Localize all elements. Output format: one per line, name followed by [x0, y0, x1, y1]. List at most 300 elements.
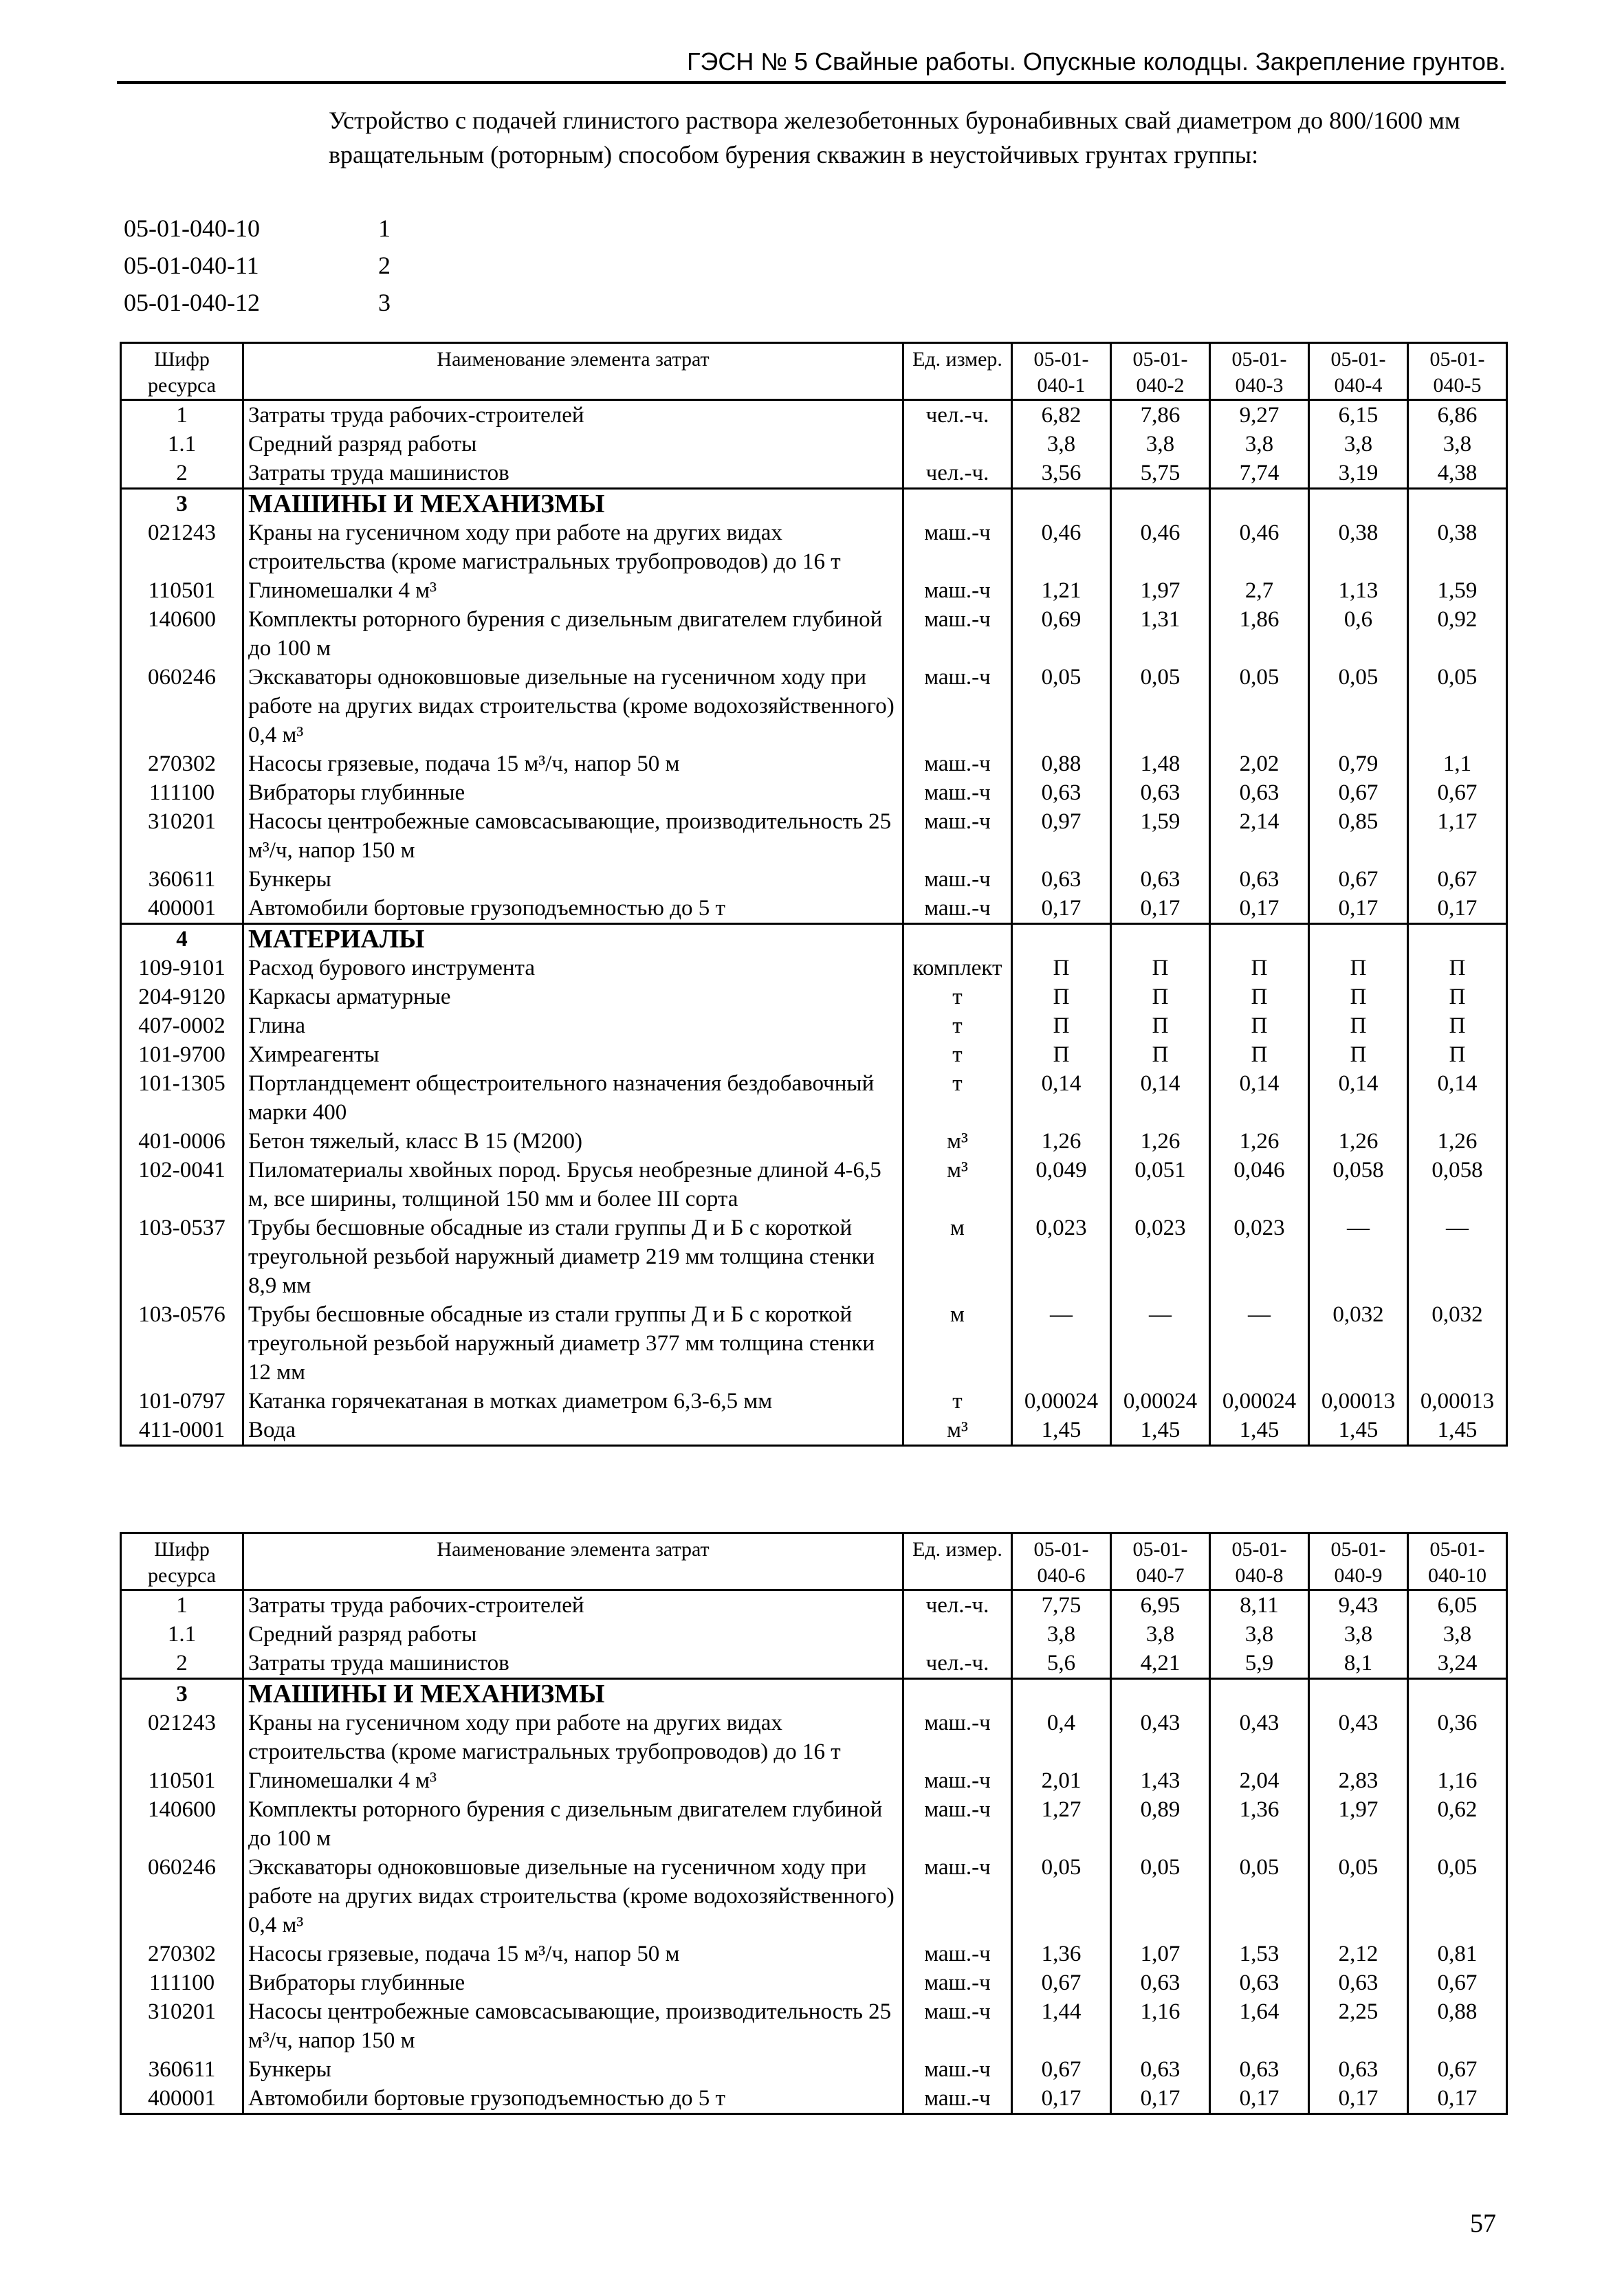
value-cell: 0,05: [1408, 1853, 1507, 1940]
value-cell: 0,63: [1111, 2055, 1210, 2084]
resource-name: Комплекты роторного бурения с дизельным двигателем глубиной до 100 м: [243, 605, 903, 663]
value-cell: 0,17: [1111, 2084, 1210, 2114]
group: 1: [378, 215, 391, 242]
resource-table-1: [120, 342, 1508, 1447]
resource-name: Экскаваторы одноковшовые дизельные на гусеничном ходу при работе на других видах строительства (кроме водохозяйственного) 0,4 м³: [243, 1853, 903, 1940]
value-cell: 0,05: [1309, 663, 1408, 749]
value-cell: 1,43: [1111, 1766, 1210, 1795]
value-cell: 2,25: [1309, 1997, 1408, 2055]
table-row: [121, 1940, 1507, 1968]
col-header-name: Наименование элемента затрат: [243, 343, 903, 400]
code: 05-01-040-10: [124, 215, 260, 242]
unit-cell: маш.-ч: [903, 1766, 1012, 1795]
resource-name: Комплекты роторного бурения с дизельным двигателем глубиной до 100 м: [243, 1795, 903, 1853]
value-cell: 0,63: [1111, 865, 1210, 894]
table-row: [121, 1620, 1507, 1649]
resource-code: 4: [121, 924, 243, 954]
value-cell: 7,75: [1012, 1590, 1111, 1621]
code-list-item: [124, 284, 391, 321]
resource-name: Вода: [243, 1416, 903, 1446]
value-cell: 8,11: [1210, 1590, 1309, 1621]
value-cell: 1,59: [1408, 576, 1507, 605]
unit-cell: т: [903, 1011, 1012, 1040]
unit-cell: т: [903, 1387, 1012, 1416]
value-cell: 0,63: [1309, 1968, 1408, 1997]
unit-cell: маш.-ч: [903, 1968, 1012, 1997]
resource-code: 101-0797: [121, 1387, 243, 1416]
unit-cell: [903, 489, 1012, 519]
resource-name: Расход бурового инструмента: [243, 954, 903, 982]
value-cell: 0,17: [1012, 2084, 1111, 2114]
col-header-norm: 05-01-040-3: [1210, 343, 1309, 400]
table-row: [121, 1766, 1507, 1795]
value-cell: 1,16: [1111, 1997, 1210, 2055]
table-row: [121, 778, 1507, 807]
value-cell: 0,38: [1309, 518, 1408, 576]
resource-code: 102-0041: [121, 1156, 243, 1214]
resource-name: Пиломатериалы хвойных пород. Брусья необрезные длиной 4-6,5 м, все ширины, толщиной 150 мм и более III сорта: [243, 1156, 903, 1214]
resource-code: 3: [121, 1679, 243, 1709]
section-row: [121, 924, 1507, 954]
code: 05-01-040-12: [124, 289, 260, 316]
table-row: [121, 400, 1507, 430]
value-cell: 0,17: [1210, 894, 1309, 924]
value-cell: П: [1210, 982, 1309, 1011]
value-cell: 0,46: [1012, 518, 1111, 576]
col-header-norm: 05-01-040-5: [1408, 343, 1507, 400]
table-row: [121, 576, 1507, 605]
value-cell: 3,8: [1309, 430, 1408, 459]
section-row: [121, 1679, 1507, 1709]
unit-cell: чел.-ч.: [903, 1590, 1012, 1621]
value-cell: 1,45: [1111, 1416, 1210, 1446]
value-cell: 2,01: [1012, 1766, 1111, 1795]
value-cell: 1,48: [1111, 749, 1210, 778]
table-row: [121, 1590, 1507, 1621]
value-cell: 0,63: [1210, 778, 1309, 807]
value-cell: 0,88: [1408, 1997, 1507, 2055]
resource-code: 1: [121, 400, 243, 430]
value-cell: 7,74: [1210, 459, 1309, 489]
value-cell: 5,9: [1210, 1649, 1309, 1679]
value-cell: 1,26: [1012, 1127, 1111, 1156]
resource-code: 3: [121, 489, 243, 519]
value-cell: П: [1012, 1040, 1111, 1069]
col-header-code: Шифр ресурса: [121, 343, 243, 400]
resource-code: 140600: [121, 1795, 243, 1853]
value-cell: П: [1210, 1011, 1309, 1040]
col-header-norm: 05-01-040-2: [1111, 343, 1210, 400]
resource-code: 060246: [121, 663, 243, 749]
unit-cell: маш.-ч: [903, 576, 1012, 605]
resource-name: Средний разряд работы: [243, 1620, 903, 1649]
resource-name: Вибраторы глубинные: [243, 778, 903, 807]
value-cell: 0,14: [1012, 1069, 1111, 1127]
value-cell: П: [1408, 1011, 1507, 1040]
resource-code: 103-0537: [121, 1214, 243, 1300]
value-cell: 0,67: [1408, 2055, 1507, 2084]
resource-name: Затраты труда рабочих-строителей: [243, 400, 903, 430]
value-cell: 0,00024: [1111, 1387, 1210, 1416]
page-number: 57: [1470, 2209, 1496, 2238]
resource-code: 1.1: [121, 430, 243, 459]
value-cell: 2,83: [1309, 1766, 1408, 1795]
resource-code: 411-0001: [121, 1416, 243, 1446]
resource-name: Автомобили бортовые грузоподъемностью до 5 т: [243, 894, 903, 924]
value-cell: 0,046: [1210, 1156, 1309, 1214]
unit-cell: маш.-ч: [903, 1940, 1012, 1968]
col-header-code: Шифр ресурса: [121, 1533, 243, 1590]
value-cell: 0,14: [1309, 1069, 1408, 1127]
resource-code: 401-0006: [121, 1127, 243, 1156]
value-cell: 0,67: [1309, 865, 1408, 894]
table-row: [121, 954, 1507, 982]
value-cell: [1309, 1679, 1408, 1709]
value-cell: 4,21: [1111, 1649, 1210, 1679]
unit-cell: м: [903, 1214, 1012, 1300]
col-header-norm: 05-01-040-6: [1012, 1533, 1111, 1590]
value-cell: 0,023: [1210, 1214, 1309, 1300]
value-cell: 1,44: [1012, 1997, 1111, 2055]
intro-text: Устройство с подачей глинистого раствора железобетонных буронабивных свай диаметром до 800/1600 мм вращательным (роторным) способом бурения скважин в неустойчивых грунтах группы:: [329, 107, 1460, 168]
resource-name: Катанка горячекатаная в мотках диаметром 6,3-6,5 мм: [243, 1387, 903, 1416]
table-row: [121, 1416, 1507, 1446]
value-cell: 0,00024: [1210, 1387, 1309, 1416]
value-cell: 0,38: [1408, 518, 1507, 576]
value-cell: 0,81: [1408, 1940, 1507, 1968]
value-cell: 2,12: [1309, 1940, 1408, 1968]
resource-name: Глиномешалки 4 м³: [243, 576, 903, 605]
value-cell: 3,8: [1210, 1620, 1309, 1649]
resource-name: Глиномешалки 4 м³: [243, 1766, 903, 1795]
value-cell: 0,17: [1012, 894, 1111, 924]
value-cell: [1408, 924, 1507, 954]
value-cell: [1408, 489, 1507, 519]
value-cell: П: [1309, 1011, 1408, 1040]
resource-code: 400001: [121, 894, 243, 924]
resource-name: МАТЕРИАЛЫ: [243, 924, 903, 954]
value-cell: 1,26: [1309, 1127, 1408, 1156]
resource-name: Краны на гусеничном ходу при работе на других видах строительства (кроме магистральных трубопроводов) до 16 т: [243, 1709, 903, 1766]
value-cell: 0,43: [1210, 1709, 1309, 1766]
table-row: [121, 807, 1507, 865]
value-cell: 0,67: [1012, 1968, 1111, 1997]
value-cell: 0,67: [1309, 778, 1408, 807]
resource-code: 021243: [121, 1709, 243, 1766]
resource-name: Бункеры: [243, 2055, 903, 2084]
value-cell: 0,00013: [1408, 1387, 1507, 1416]
value-cell: 0,63: [1210, 1968, 1309, 1997]
value-cell: 7,86: [1111, 400, 1210, 430]
col-header-norm: 05-01-040-10: [1408, 1533, 1507, 1590]
value-cell: [1309, 489, 1408, 519]
value-cell: 1,59: [1111, 807, 1210, 865]
value-cell: 0,79: [1309, 749, 1408, 778]
unit-cell: т: [903, 1040, 1012, 1069]
value-cell: 9,27: [1210, 400, 1309, 430]
table-row: [121, 1387, 1507, 1416]
value-cell: 0,4: [1012, 1709, 1111, 1766]
resource-name: Каркасы арматурные: [243, 982, 903, 1011]
table-row: [121, 1040, 1507, 1069]
value-cell: 1,21: [1012, 576, 1111, 605]
resource-name: МАШИНЫ И МЕХАНИЗМЫ: [243, 489, 903, 519]
col-header-unit: Ед. измер.: [903, 343, 1012, 400]
resource-code: 140600: [121, 605, 243, 663]
value-cell: 6,95: [1111, 1590, 1210, 1621]
value-cell: П: [1111, 982, 1210, 1011]
unit-cell: маш.-ч: [903, 518, 1012, 576]
table-row: [121, 1069, 1507, 1127]
value-cell: 6,05: [1408, 1590, 1507, 1621]
unit-cell: м³: [903, 1156, 1012, 1214]
value-cell: П: [1210, 954, 1309, 982]
value-cell: 3,8: [1210, 430, 1309, 459]
value-cell: 1,53: [1210, 1940, 1309, 1968]
table-row: [121, 1300, 1507, 1387]
resource-name: Насосы грязевые, подача 15 м³/ч, напор 50 м: [243, 1940, 903, 1968]
col-header-norm: 05-01-040-8: [1210, 1533, 1309, 1590]
value-cell: 1,26: [1210, 1127, 1309, 1156]
value-cell: 0,46: [1210, 518, 1309, 576]
resource-code: 407-0002: [121, 1011, 243, 1040]
table-row: [121, 2055, 1507, 2084]
value-cell: 0,023: [1012, 1214, 1111, 1300]
resource-code: 101-9700: [121, 1040, 243, 1069]
resource-code: 270302: [121, 1940, 243, 1968]
resource-name: Насосы центробежные самовсасывающие, производительность 25 м³/ч, напор 150 м: [243, 1997, 903, 2055]
value-cell: 3,8: [1408, 1620, 1507, 1649]
resource-code: 270302: [121, 749, 243, 778]
value-cell: 2,04: [1210, 1766, 1309, 1795]
value-cell: 0,058: [1408, 1156, 1507, 1214]
table-row: [121, 605, 1507, 663]
table-row: [121, 865, 1507, 894]
value-cell: 0,14: [1210, 1069, 1309, 1127]
value-cell: 0,46: [1111, 518, 1210, 576]
value-cell: 0,69: [1012, 605, 1111, 663]
table-row: [121, 430, 1507, 459]
resource-table-2: [120, 1532, 1508, 2115]
col-header-name: Наименование элемента затрат: [243, 1533, 903, 1590]
resource-code: 204-9120: [121, 982, 243, 1011]
value-cell: 5,75: [1111, 459, 1210, 489]
value-cell: [1111, 489, 1210, 519]
resource-name: Средний разряд работы: [243, 430, 903, 459]
value-cell: 3,56: [1012, 459, 1111, 489]
value-cell: 0,05: [1012, 663, 1111, 749]
value-cell: 1,26: [1408, 1127, 1507, 1156]
value-cell: 0,05: [1309, 1853, 1408, 1940]
value-cell: 3,8: [1012, 430, 1111, 459]
value-cell: 0,00024: [1012, 1387, 1111, 1416]
unit-cell: маш.-ч: [903, 1709, 1012, 1766]
unit-cell: [903, 1679, 1012, 1709]
value-cell: 1,45: [1309, 1416, 1408, 1446]
table-row: [121, 1795, 1507, 1853]
value-cell: 1,31: [1111, 605, 1210, 663]
value-cell: 0,17: [1408, 894, 1507, 924]
resource-name: Вибраторы глубинные: [243, 1968, 903, 1997]
value-cell: [1012, 489, 1111, 519]
unit-cell: комплект: [903, 954, 1012, 982]
resource-name: Насосы грязевые, подача 15 м³/ч, напор 50 м: [243, 749, 903, 778]
resource-name: Экскаваторы одноковшовые дизельные на гусеничном ходу при работе на других видах строительства (кроме водохозяйственного) 0,4 м³: [243, 663, 903, 749]
value-cell: 0,67: [1408, 865, 1507, 894]
table-row: [121, 1997, 1507, 2055]
value-cell: 0,43: [1111, 1709, 1210, 1766]
unit-cell: маш.-ч: [903, 807, 1012, 865]
resource-code: 021243: [121, 518, 243, 576]
value-cell: 0,63: [1210, 865, 1309, 894]
value-cell: [1012, 924, 1111, 954]
table-row: [121, 982, 1507, 1011]
value-cell: 0,05: [1111, 663, 1210, 749]
value-cell: 1,45: [1012, 1416, 1111, 1446]
value-cell: 0,05: [1111, 1853, 1210, 1940]
resource-name: Глина: [243, 1011, 903, 1040]
running-header: ГЭСН № 5 Свайные работы. Опускные колодцы. Закрепление грунтов.: [117, 48, 1506, 84]
unit-cell: м³: [903, 1416, 1012, 1446]
resource-code: 360611: [121, 2055, 243, 2084]
value-cell: 4,38: [1408, 459, 1507, 489]
resource-name: Насосы центробежные самовсасывающие, производительность 25 м³/ч, напор 150 м: [243, 807, 903, 865]
value-cell: 6,86: [1408, 400, 1507, 430]
table-row: [121, 1709, 1507, 1766]
value-cell: 0,032: [1309, 1300, 1408, 1387]
table-row: [121, 459, 1507, 489]
resource-name: МАШИНЫ И МЕХАНИЗМЫ: [243, 1679, 903, 1709]
value-cell: 3,8: [1309, 1620, 1408, 1649]
resource-code: 103-0576: [121, 1300, 243, 1387]
unit-cell: [903, 1620, 1012, 1649]
value-cell: П: [1012, 954, 1111, 982]
value-cell: [1210, 1679, 1309, 1709]
resource-code: 2: [121, 1649, 243, 1679]
value-cell: 9,43: [1309, 1590, 1408, 1621]
code: 05-01-040-11: [124, 252, 259, 279]
value-cell: 1,36: [1012, 1940, 1111, 1968]
value-cell: П: [1309, 982, 1408, 1011]
value-cell: 0,058: [1309, 1156, 1408, 1214]
value-cell: 0,36: [1408, 1709, 1507, 1766]
value-cell: 1,27: [1012, 1795, 1111, 1853]
col-header-unit: Ед. измер.: [903, 1533, 1012, 1590]
value-cell: 0,85: [1309, 807, 1408, 865]
value-cell: 0,67: [1012, 2055, 1111, 2084]
table-header-row: [121, 1533, 1507, 1590]
unit-cell: т: [903, 982, 1012, 1011]
resource-code: 2: [121, 459, 243, 489]
table-row: [121, 749, 1507, 778]
value-cell: 0,63: [1210, 2055, 1309, 2084]
value-cell: 0,051: [1111, 1156, 1210, 1214]
value-cell: 2,14: [1210, 807, 1309, 865]
resource-code: 1: [121, 1590, 243, 1621]
value-cell: П: [1111, 1011, 1210, 1040]
unit-cell: м: [903, 1300, 1012, 1387]
resource-code: 060246: [121, 1853, 243, 1940]
resource-name: Затраты труда машинистов: [243, 459, 903, 489]
value-cell: 6,82: [1012, 400, 1111, 430]
resource-name: Портландцемент общестроительного назначения бездобавочный марки 400: [243, 1069, 903, 1127]
value-cell: 2,7: [1210, 576, 1309, 605]
value-cell: П: [1309, 954, 1408, 982]
unit-cell: маш.-ч: [903, 1997, 1012, 2055]
value-cell: 5,6: [1012, 1649, 1111, 1679]
value-cell: 0,049: [1012, 1156, 1111, 1214]
value-cell: 1,97: [1309, 1795, 1408, 1853]
value-cell: —: [1210, 1300, 1309, 1387]
unit-cell: т: [903, 1069, 1012, 1127]
value-cell: П: [1408, 1040, 1507, 1069]
value-cell: 3,8: [1408, 430, 1507, 459]
value-cell: 1,97: [1111, 576, 1210, 605]
value-cell: 1,45: [1408, 1416, 1507, 1446]
group: 2: [378, 252, 391, 279]
value-cell: 0,63: [1111, 778, 1210, 807]
value-cell: 1,07: [1111, 1940, 1210, 1968]
code-list: [124, 210, 391, 321]
unit-cell: м³: [903, 1127, 1012, 1156]
col-header-norm: 05-01-040-4: [1309, 343, 1408, 400]
resource-name: Химреагенты: [243, 1040, 903, 1069]
resource-code: 310201: [121, 1997, 243, 2055]
value-cell: [1111, 1679, 1210, 1709]
resource-name: Бункеры: [243, 865, 903, 894]
resource-name: Затраты труда рабочих-строителей: [243, 1590, 903, 1621]
value-cell: 1,13: [1309, 576, 1408, 605]
unit-cell: маш.-ч: [903, 778, 1012, 807]
resource-code: 310201: [121, 807, 243, 865]
resource-code: 111100: [121, 1968, 243, 1997]
value-cell: 0,63: [1111, 1968, 1210, 1997]
value-cell: 1,16: [1408, 1766, 1507, 1795]
resource-name: Бетон тяжелый, класс В 15 (М200): [243, 1127, 903, 1156]
value-cell: 1,36: [1210, 1795, 1309, 1853]
resource-code: 111100: [121, 778, 243, 807]
value-cell: 0,63: [1309, 2055, 1408, 2084]
value-cell: [1111, 924, 1210, 954]
resource-code: 110501: [121, 1766, 243, 1795]
value-cell: 1,86: [1210, 605, 1309, 663]
value-cell: —: [1111, 1300, 1210, 1387]
value-cell: 3,8: [1111, 1620, 1210, 1649]
unit-cell: маш.-ч: [903, 1795, 1012, 1853]
value-cell: 0,67: [1408, 1968, 1507, 1997]
value-cell: 0,67: [1408, 778, 1507, 807]
table-row: [121, 2084, 1507, 2114]
col-header-norm: 05-01-040-1: [1012, 343, 1111, 400]
value-cell: [1210, 924, 1309, 954]
value-cell: П: [1309, 1040, 1408, 1069]
unit-cell: маш.-ч: [903, 605, 1012, 663]
value-cell: 0,032: [1408, 1300, 1507, 1387]
value-cell: 0,43: [1309, 1709, 1408, 1766]
value-cell: 0,05: [1408, 663, 1507, 749]
table-row: [121, 1156, 1507, 1214]
value-cell: 0,88: [1012, 749, 1111, 778]
value-cell: 2,02: [1210, 749, 1309, 778]
code-list-item: [124, 247, 391, 284]
value-cell: 3,8: [1111, 430, 1210, 459]
value-cell: 1,26: [1111, 1127, 1210, 1156]
table-row: [121, 1853, 1507, 1940]
value-cell: 0,05: [1210, 663, 1309, 749]
value-cell: 3,8: [1012, 1620, 1111, 1649]
value-cell: 0,6: [1309, 605, 1408, 663]
value-cell: П: [1210, 1040, 1309, 1069]
